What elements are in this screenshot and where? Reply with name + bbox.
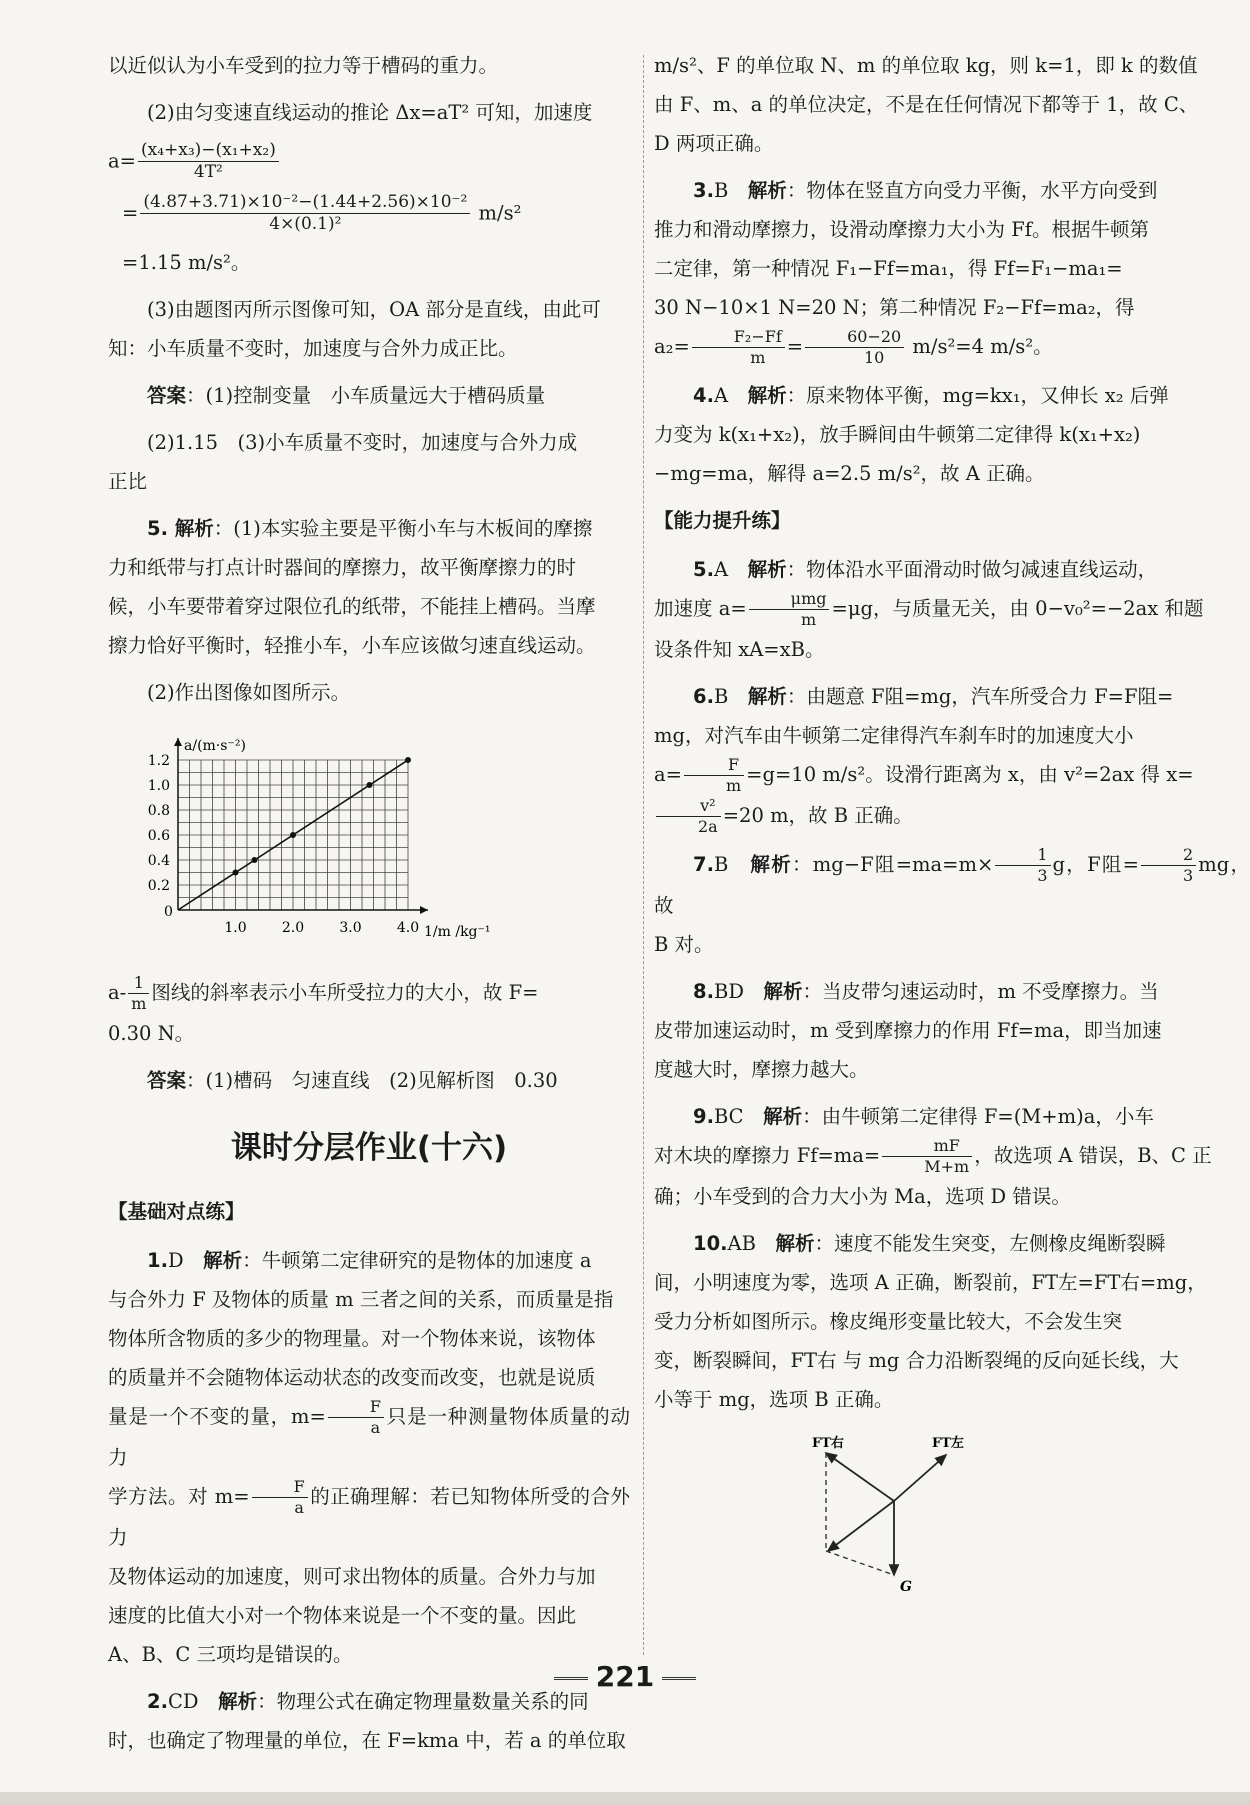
- text-line: (2)作出图像如图所示。: [147, 681, 351, 704]
- fraction: [805, 327, 904, 368]
- text: ：牛顿第二定律研究的是物体的加速度 a: [242, 1249, 592, 1272]
- paragraph: [108, 509, 630, 665]
- fraction: [328, 1397, 384, 1438]
- y-axis-label: a/(m·s⁻²): [184, 738, 246, 754]
- question-number: 9.: [693, 1105, 714, 1128]
- denominator: 4×(0.1)²: [269, 213, 342, 234]
- numerator: (x₄+x₃)−(x₁+x₂): [138, 140, 279, 162]
- text: ：由题意 F阻=mg，汽车所受合力 F=F阻=: [786, 685, 1174, 708]
- text: m/s²=4 m/s²。: [912, 335, 1053, 358]
- denominator: m: [131, 994, 147, 1013]
- answer-label: 答案: [147, 1069, 187, 1092]
- text-line: 正比: [108, 470, 148, 493]
- paragraph: [108, 290, 630, 368]
- text: =g=10 m/s²。设滑行距离为 x，由 v²=2ax 得 x=: [746, 763, 1194, 786]
- text-line: 擦力恰好平衡时，轻推小车，小车应该做匀速直线运动。: [108, 634, 596, 657]
- text: ：物体沿水平面滑动时做匀减速直线运动，: [786, 558, 1158, 581]
- question-number: 8.: [693, 980, 714, 1003]
- text: 30 N−10×1 N=20 N；第二种情况 F₂−Ff=ma₂，得: [654, 296, 1135, 319]
- denominator: 10: [863, 348, 885, 367]
- text: =20 m，故 B 正确。: [722, 804, 913, 827]
- question-5: [654, 550, 1250, 669]
- text: 时，也确定了物理量的单位，在 F=kma 中，若 a 的单位取: [108, 1729, 626, 1752]
- text-line: 以近似认为小车受到的拉力等于槽码的重力。: [108, 54, 499, 77]
- fraction: [252, 1477, 308, 1518]
- fraction: [138, 140, 279, 184]
- x-tick-label: 3.0: [339, 920, 362, 936]
- text: 小等于 mg，选项 B 正确。: [654, 1388, 894, 1411]
- paragraph: [108, 973, 630, 1053]
- text: mg，对汽车由牛顿第二定律得汽车刹车时的加速度大小: [654, 724, 1134, 747]
- subsection-label: 【能力提升练】: [654, 509, 791, 532]
- text-line: ：(1)槽码 匀速直线 (2)见解析图 0.30: [186, 1069, 558, 1092]
- x-tick-label: 1.0: [224, 920, 247, 936]
- question-3: [654, 171, 1250, 368]
- formula-2: = $\frac{\text{(4.87+3.71)×10⁻²−(1.44+2.56)×10⁻²}}{\text{4×(0.1)²}}$ m/s²: [122, 191, 522, 234]
- question-choice: D: [167, 1249, 184, 1272]
- page-number: [0, 1660, 1250, 1693]
- question-choice: A: [713, 558, 729, 581]
- data-point: [290, 832, 296, 838]
- text-line: 力和纸带与打点计时器间的摩擦力，故平衡摩擦力的时: [108, 556, 577, 579]
- text: D 两项正确。: [654, 132, 774, 155]
- question-number: 10.: [693, 1232, 728, 1255]
- text: B 对。: [654, 933, 714, 956]
- dashed-line: [826, 1551, 894, 1575]
- text: 只是一种测量物体质量的动力: [108, 1405, 630, 1469]
- question-choice: B: [713, 685, 729, 708]
- denominator: M+m: [924, 1157, 970, 1176]
- x-axis-arrow: [420, 906, 428, 914]
- fraction: [656, 796, 721, 837]
- question-number: 6.: [693, 685, 714, 708]
- text: ：速度不能发生突变，左侧橡皮绳断裂瞬: [814, 1232, 1166, 1255]
- text-line: 候，小车要带着穿过限位孔的纸带，不能挂上槽码。当摩: [108, 595, 596, 618]
- fraction: [684, 755, 744, 796]
- fraction: [140, 192, 470, 236]
- text: 及物体运动的加速度，则可求出物体的质量。合外力与加: [108, 1565, 596, 1588]
- text: 间，小明速度为零，选项 A 正确，断裂前，FT左=FT右=mg，: [654, 1271, 1207, 1294]
- data-point: [233, 870, 239, 876]
- y-tick-label: 1.0: [147, 778, 170, 794]
- question-number: 7.: [693, 853, 714, 876]
- numerator: 2: [1141, 845, 1196, 866]
- text: ：由牛顿第二定律得 F=(M+m)a，小车: [802, 1105, 1154, 1128]
- divider: [662, 1677, 696, 1680]
- paragraph: [654, 46, 1250, 163]
- question-choice: AB: [727, 1232, 756, 1255]
- question-choice: BD: [713, 980, 744, 1003]
- question-number: 1.: [147, 1249, 168, 1272]
- analysis-label: 解析: [747, 685, 787, 708]
- text-line: (2)1.15 (3)小车质量不变时，加速度与合外力成: [147, 431, 578, 454]
- analysis-label: 解析: [747, 384, 787, 407]
- question-choice: A: [713, 384, 729, 407]
- text: =μg，与质量无关，由 0−v₀²=−2ax 和题: [831, 597, 1204, 620]
- fraction: [995, 845, 1050, 886]
- text: 二定律，第一种情况 F₁−Ff=ma₁，得 Ff=F₁−ma₁=: [654, 257, 1123, 280]
- numerator: 60−20: [805, 327, 904, 348]
- text: 对木块的摩擦力 Ff=ma=: [654, 1144, 881, 1167]
- text: ：当皮带匀速运动时，m 不受摩擦力。当: [802, 980, 1159, 1003]
- right-column: [654, 46, 1250, 1612]
- text: 设条件知 xA=xB。: [654, 638, 825, 661]
- text: −mg=ma，解得 a=2.5 m/s²，故 A 正确。: [654, 462, 1045, 485]
- fraction: [692, 327, 785, 368]
- left-column: [108, 46, 630, 1768]
- data-point: [405, 757, 411, 763]
- divider: [554, 1677, 588, 1680]
- numerator: F: [252, 1477, 308, 1498]
- denominator: 3: [1037, 866, 1048, 885]
- numerator: F: [684, 755, 744, 776]
- text: 确；小车受到的合力大小为 Ma，选项 D 错误。: [654, 1185, 1071, 1208]
- x-axis-label: 1/m /kg⁻¹: [424, 924, 491, 940]
- analysis-label: 解析: [218, 1690, 258, 1713]
- analysis-label: 解析: [747, 558, 787, 581]
- origin-label: 0: [164, 904, 173, 920]
- question-number: 5.: [693, 558, 714, 581]
- analysis-label: 解析: [203, 1249, 243, 1272]
- data-point: [366, 782, 372, 788]
- data-point: [251, 857, 257, 863]
- ft-left-vector: [894, 1455, 946, 1501]
- text: =: [786, 335, 804, 358]
- question-number: 3.: [693, 179, 714, 202]
- question-10: [654, 1224, 1250, 1419]
- chart-svg: [108, 720, 528, 950]
- question-2: [108, 1682, 630, 1760]
- text: a₂=: [654, 335, 690, 358]
- question-choice: CD: [167, 1690, 199, 1713]
- analysis-label: 解析: [763, 980, 803, 1003]
- text: 物体所含物质的多少的物理量。对一个物体来说，该物体: [108, 1327, 596, 1350]
- text: 加速度 a=: [654, 597, 747, 620]
- text-line: ：(1)本实验主要是平衡小车与木板间的摩擦: [213, 517, 593, 540]
- question-label: 5. 解析: [147, 517, 214, 540]
- text: 由 F、m、a 的单位决定，不是在任何情况下都等于 1，故 C、: [654, 93, 1199, 116]
- question-number: 4.: [693, 384, 714, 407]
- numerator: F₂−Ff: [692, 327, 785, 348]
- answer-label: 答案: [147, 384, 187, 407]
- fraction: [128, 973, 149, 1014]
- text: 度越大时，摩擦力越大。: [654, 1058, 869, 1081]
- subsection-label: 【基础对点练】: [108, 1200, 245, 1223]
- ft-right-label: FT右: [812, 1436, 844, 1451]
- analysis-label: 解析: [763, 1105, 803, 1128]
- question-1: [108, 1241, 630, 1674]
- acceleration-chart: [108, 720, 630, 963]
- numerator: mF: [882, 1136, 972, 1157]
- text-line: 知：小车质量不变时，加速度与合外力成正比。: [108, 337, 518, 360]
- denominator: m: [750, 348, 766, 367]
- answer-block: [108, 1061, 630, 1100]
- text: 的质量并不会随物体运动状态的改变而改变，也就是说质: [108, 1366, 596, 1389]
- numerator: F: [328, 1397, 384, 1418]
- text: ：物体在竖直方向受力平衡，水平方向受到: [786, 179, 1158, 202]
- text: 皮带加速运动时，m 受到摩擦力的作用 Ff=ma，即当加速: [654, 1019, 1162, 1042]
- text: ，故选项 A 错误，B、C 正: [974, 1144, 1212, 1167]
- x-tick-label: 4.0: [396, 920, 420, 936]
- text: ：mg−F阻=ma=m×: [791, 853, 994, 876]
- y-tick-label: 0.8: [147, 803, 170, 819]
- text: 变，断裂瞬间，FT右 与 mg 合力沿断裂绳的反向延长线，大: [654, 1349, 1179, 1372]
- text: ：物理公式在确定物理量数量关系的同: [257, 1690, 589, 1713]
- text: 0.30 N。: [108, 1022, 195, 1045]
- x-tick-label: 2.0: [281, 920, 305, 936]
- text-line: ：(1)控制变量 小车质量远大于槽码质量: [186, 384, 546, 407]
- analysis-label: 解析: [750, 853, 792, 876]
- question-7: [654, 845, 1250, 964]
- analysis-label: 解析: [747, 179, 787, 202]
- numerator: μmg: [749, 589, 830, 610]
- denominator: m: [800, 610, 817, 629]
- formula-lhs: a=: [108, 149, 136, 173]
- question-number: 2.: [147, 1690, 168, 1713]
- y-tick-label: 1.2: [147, 753, 170, 769]
- page-edge: [0, 1792, 1250, 1805]
- formula-1: [108, 140, 630, 184]
- text: a=: [654, 763, 682, 786]
- text: 图线的斜率表示小车所受拉力的大小，故 F=: [151, 981, 539, 1004]
- g-label: G: [900, 1579, 912, 1595]
- y-axis-arrow: [174, 738, 182, 746]
- text: 的正确理解：若已知物体所受的合外力: [108, 1485, 630, 1549]
- question-choice: B: [713, 179, 729, 202]
- numerator: (4.87+3.71)×10⁻²−(1.44+2.56)×10⁻²: [140, 192, 470, 214]
- unit: m/s²: [478, 200, 522, 224]
- y-tick-label: 0.2: [147, 878, 170, 894]
- numerator: 1: [128, 973, 149, 994]
- text: 受力分析如图所示。橡皮绳形变量比较大，不会发生突: [654, 1310, 1123, 1333]
- text: 力变为 k(x₁+x₂)，放手瞬间由牛顿第二定律得 k(x₁+x₂): [654, 423, 1141, 446]
- column-divider: [643, 55, 644, 1655]
- question-8: [654, 972, 1250, 1089]
- text-line: (3)由题图丙所示图像可知，OA 部分是直线，由此可: [147, 298, 601, 321]
- text: ：原来物体平衡，mg=kx₁，又伸长 x₂ 后弹: [786, 384, 1169, 407]
- numerator: v²: [656, 796, 721, 817]
- fraction: [1141, 845, 1196, 886]
- question-choice: BC: [713, 1105, 744, 1128]
- y-tick-label: 0.4: [147, 853, 170, 869]
- question-6: [654, 677, 1250, 837]
- denominator: 3: [1183, 866, 1194, 885]
- text: 推力和滑动摩擦力，设滑动摩擦力大小为 Ff。根据牛顿第: [654, 218, 1149, 241]
- fraction: [749, 589, 830, 630]
- text: 学方法。对 m=: [108, 1485, 250, 1508]
- denominator: 2a: [698, 817, 718, 836]
- question-4: [654, 376, 1250, 493]
- section-heading: 课时分层作业(十六): [230, 1130, 508, 1166]
- ft-right-vector: [826, 1453, 894, 1501]
- page-number-text: 221: [595, 1660, 655, 1693]
- force-diagram: [804, 1429, 1250, 1612]
- resultant-vector: [828, 1501, 894, 1551]
- text: 速度的比值大小对一个物体来说是一个不变的量。因此: [108, 1604, 577, 1627]
- question-9: [654, 1097, 1250, 1216]
- denominator: 4T²: [193, 162, 223, 183]
- text: g，F阻=: [1052, 853, 1140, 876]
- analysis-label: 解析: [775, 1232, 815, 1255]
- denominator: a: [294, 1498, 304, 1517]
- numerator: 1: [995, 845, 1050, 866]
- y-tick-label: 0.6: [147, 828, 170, 844]
- text-line: (2)由匀变速直线运动的推论 Δx=aT² 可知，加速度: [147, 101, 593, 124]
- text: a-: [108, 981, 127, 1004]
- text: 量是一个不变的量，m=: [108, 1405, 326, 1428]
- force-diagram-svg: [804, 1429, 994, 1599]
- answer-block: [108, 376, 630, 415]
- formula-3: =1.15 m/s²。: [122, 251, 251, 274]
- text: 与合外力 F 及物体的质量 m 三者之间的关系，而质量是指: [108, 1288, 614, 1311]
- text: A、B、C 三项均是错误的。: [108, 1643, 353, 1666]
- text: m/s²、F 的单位取 N、m 的单位取 kg，则 k=1，即 k 的数值: [654, 54, 1198, 77]
- denominator: m: [725, 776, 742, 795]
- fraction: [882, 1136, 972, 1177]
- text: mg，故: [654, 853, 1250, 917]
- ft-left-label: FT左: [932, 1436, 964, 1451]
- question-choice: B: [713, 853, 729, 876]
- denominator: a: [370, 1418, 381, 1437]
